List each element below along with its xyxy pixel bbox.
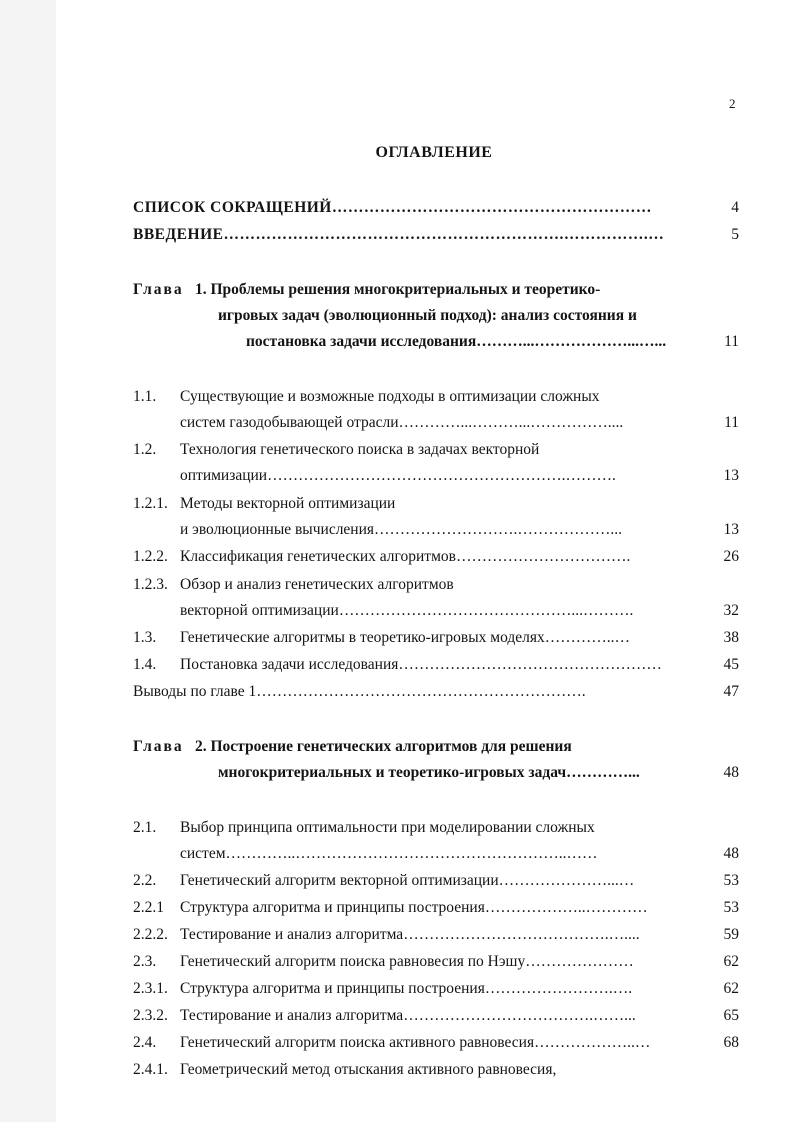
toc-page-number: 53 bbox=[723, 899, 739, 916]
toc-entry-chapter-1[interactable]: 1. Проблемы решения многокритериальных и теоретико- bbox=[195, 281, 601, 298]
toc-entry-2-3-1[interactable]: Структура алгоритма и принципы построения…………………….…. bbox=[180, 980, 633, 997]
toc-section-number: 2.4.1. bbox=[133, 1061, 168, 1078]
toc-page-number: 62 bbox=[723, 953, 739, 970]
toc-entry-line: систем газодобывающей отрасли…………...………...…………….... bbox=[180, 414, 624, 431]
toc-entry-chapter-2-line: многокритериальных и теоретико-игровых задач…………... bbox=[218, 764, 640, 781]
toc-page-number: 48 bbox=[723, 764, 739, 781]
toc-entry-1-1[interactable]: Существующие и возможные подходы в оптимизации сложных bbox=[180, 388, 600, 405]
toc-section-number: 1.2.3. bbox=[133, 576, 168, 593]
page-number: 2 bbox=[729, 96, 736, 111]
toc-entry-chapter-2[interactable]: 2. Построение генетических алгоритмов для решения bbox=[195, 738, 572, 755]
toc-section-number: 2.1. bbox=[133, 819, 157, 836]
toc-entry-conclusions-1[interactable]: Выводы по главе 1………………………………………………………. bbox=[133, 683, 586, 700]
toc-section-number: 1.4. bbox=[133, 656, 157, 673]
toc-entry-line: оптимизации………………………………………………….………. bbox=[180, 467, 616, 484]
toc-page-number: 62 bbox=[723, 980, 739, 997]
toc-entry-2-1[interactable]: Выбор принципа оптимальности при моделировании сложных bbox=[180, 819, 595, 836]
toc-page-number: 45 bbox=[723, 656, 739, 673]
toc-entry-1-2[interactable]: Технология генетического поиска в задачах векторной bbox=[180, 441, 540, 458]
toc-page-number: 68 bbox=[723, 1034, 739, 1051]
toc-entry-1-4[interactable]: Постановка задачи исследования…………………………………………… bbox=[180, 656, 662, 673]
toc-page-number: 13 bbox=[723, 521, 739, 538]
toc-section-number: 2.2.2. bbox=[133, 926, 168, 943]
toc-section-number: 1.1. bbox=[133, 388, 157, 405]
scan-margin bbox=[0, 0, 56, 1122]
toc-section-number: 1.3. bbox=[133, 629, 157, 646]
toc-entry-chapter-1-line: постановка задачи исследования………...………………...…... bbox=[246, 333, 667, 350]
toc-entry-2-4[interactable]: Генетический алгоритм поиска активного равновесия………………..… bbox=[180, 1034, 651, 1051]
toc-entry-line: и эволюционные вычисления……………………….………………... bbox=[180, 521, 623, 538]
toc-section-number: 2.3.2. bbox=[133, 1007, 168, 1024]
toc-entry-introduction[interactable]: ВВЕДЕНИЕ……………………………………………………….…………….… bbox=[133, 226, 665, 243]
toc-entry-2-3-2[interactable]: Тестирование и анализ алгоритма……………………………….……... bbox=[180, 1007, 636, 1024]
toc-page-number: 13 bbox=[723, 467, 739, 484]
toc-page-number: 47 bbox=[723, 683, 739, 700]
chapter-label: Глава bbox=[133, 281, 184, 298]
toc-section-number: 2.4. bbox=[133, 1034, 157, 1051]
toc-entry-2-3[interactable]: Генетический алгоритм поиска равновесия по Нэшу………………… bbox=[180, 953, 634, 970]
toc-page-number: 65 bbox=[723, 1007, 739, 1024]
toc-entry-line: векторной оптимизации………………………………………...………. bbox=[180, 602, 634, 619]
toc-entry-2-4-1[interactable]: Геометрический метод отыскания активного равновесия, bbox=[180, 1061, 557, 1078]
toc-page-number: 4 bbox=[731, 199, 739, 216]
toc-section-number: 1.2.1. bbox=[133, 495, 168, 512]
toc-entry-abbreviations[interactable]: СПИСОК СОКРАЩЕНИЙ…………………………………………………… bbox=[133, 199, 652, 216]
toc-section-number: 1.2.2. bbox=[133, 548, 168, 565]
page-title: ОГЛАВЛЕНИЕ bbox=[375, 144, 493, 161]
toc-page-number: 59 bbox=[723, 926, 739, 943]
toc-section-number: 1.2. bbox=[133, 441, 157, 458]
toc-entry-1-2-1[interactable]: Методы векторной оптимизации bbox=[180, 495, 396, 512]
toc-section-number: 2.2.1 bbox=[133, 899, 164, 916]
toc-section-number: 2.2. bbox=[133, 872, 157, 889]
chapter-label: Глава bbox=[133, 738, 184, 755]
toc-entry-2-2[interactable]: Генетический алгоритм векторной оптимизации…………………...… bbox=[180, 872, 635, 889]
toc-page-number: 11 bbox=[724, 414, 739, 431]
toc-page-number: 5 bbox=[731, 226, 739, 243]
toc-page-number: 11 bbox=[724, 333, 739, 350]
toc-section-number: 2.3. bbox=[133, 953, 157, 970]
toc-page-number: 48 bbox=[723, 845, 739, 862]
toc-page-number: 32 bbox=[723, 602, 739, 619]
toc-entry-2-2-1[interactable]: Структура алгоритма и принципы построения………………..………… bbox=[180, 899, 648, 916]
toc-page-number: 53 bbox=[723, 872, 739, 889]
toc-entry-1-2-2[interactable]: Классификация генетических алгоритмов……………………………. bbox=[180, 548, 631, 565]
toc-entry-line: систем…………..……………………………………………..…… bbox=[180, 845, 598, 862]
toc-entry-1-3[interactable]: Генетические алгоритмы в теоретико-игровых моделях…………..… bbox=[180, 629, 631, 646]
toc-entry-1-2-3[interactable]: Обзор и анализ генетических алгоритмов bbox=[180, 576, 454, 593]
toc-page-number: 38 bbox=[723, 629, 739, 646]
toc-section-number: 2.3.1. bbox=[133, 980, 168, 997]
toc-entry-2-2-2[interactable]: Тестирование и анализ алгоритма………………………………….….... bbox=[180, 926, 640, 943]
toc-page-number: 26 bbox=[723, 548, 739, 565]
toc-entry-chapter-1-line: игровых задач (эволюционный подход): анализ состояния и bbox=[218, 307, 637, 324]
